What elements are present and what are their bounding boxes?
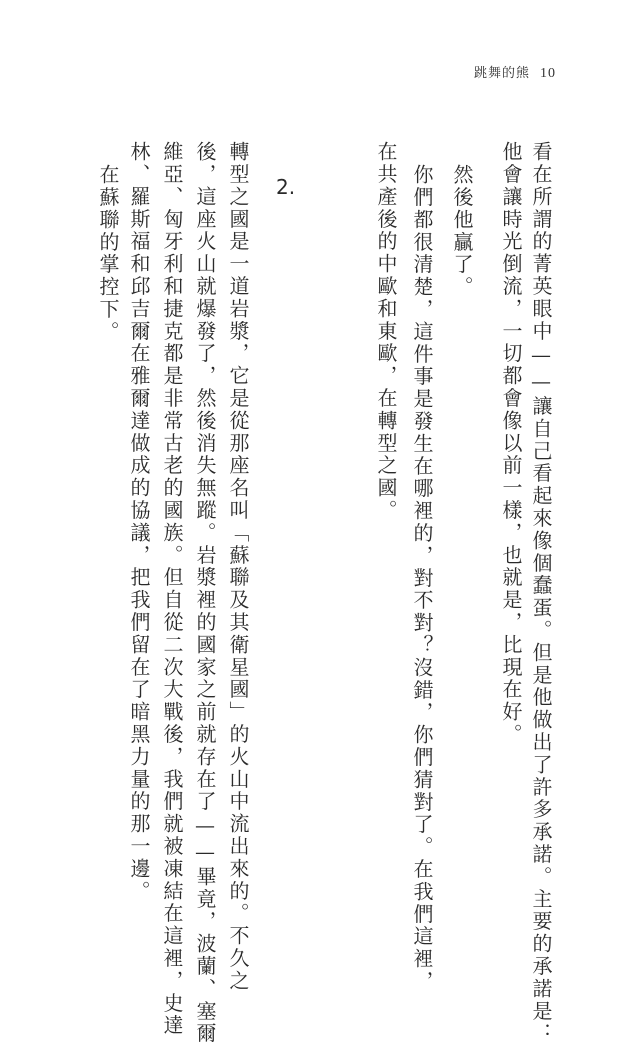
- text-column-9: 林、羅斯福和邱吉爾在雅爾達做成的協議，把我們留在了暗黑力量的那一邊。: [127, 141, 151, 903]
- text-column-10: 在蘇聯的掌控下。: [96, 164, 120, 344]
- text-column-3: 然後他贏了。: [450, 164, 474, 299]
- text-column-7: 後，這座火山就爆發了，然後消失無蹤。岩漿裡的國家之前就存在了——畢竟，波蘭、塞爾: [193, 141, 217, 1045]
- text-column-1: 看在所謂的菁英眼中——讓自己看起來像個蠢蛋。但是他做出了許多承諾。主要的承諾是：: [529, 141, 553, 1045]
- page-number: 10: [540, 66, 556, 81]
- running-header: [474, 62, 556, 82]
- section-number: 2.: [276, 175, 296, 199]
- text-column-4: 你們都很清楚，這件事是發生在哪裡的，對不對？沒錯，你們猜對了。在我們這裡，: [410, 164, 434, 993]
- text-column-8: 維亞、匈牙利和捷克都是非常古老的國族。但自從二次大戰後，我們就被凍結在這裡，史達: [160, 141, 184, 1037]
- text-column-6: 轉型之國是一道岩漿，它是從那座名叫「蘇聯及其衛星國」的火山中流出來的。不久之: [226, 141, 250, 993]
- text-column-2: 他會讓時光倒流，一切都會像以前一樣，也就是，比現在好。: [499, 141, 523, 746]
- book-title: 跳舞的熊: [473, 66, 530, 81]
- text-column-5: 在共產後的中歐和東歐，在轉型之國。: [374, 141, 398, 522]
